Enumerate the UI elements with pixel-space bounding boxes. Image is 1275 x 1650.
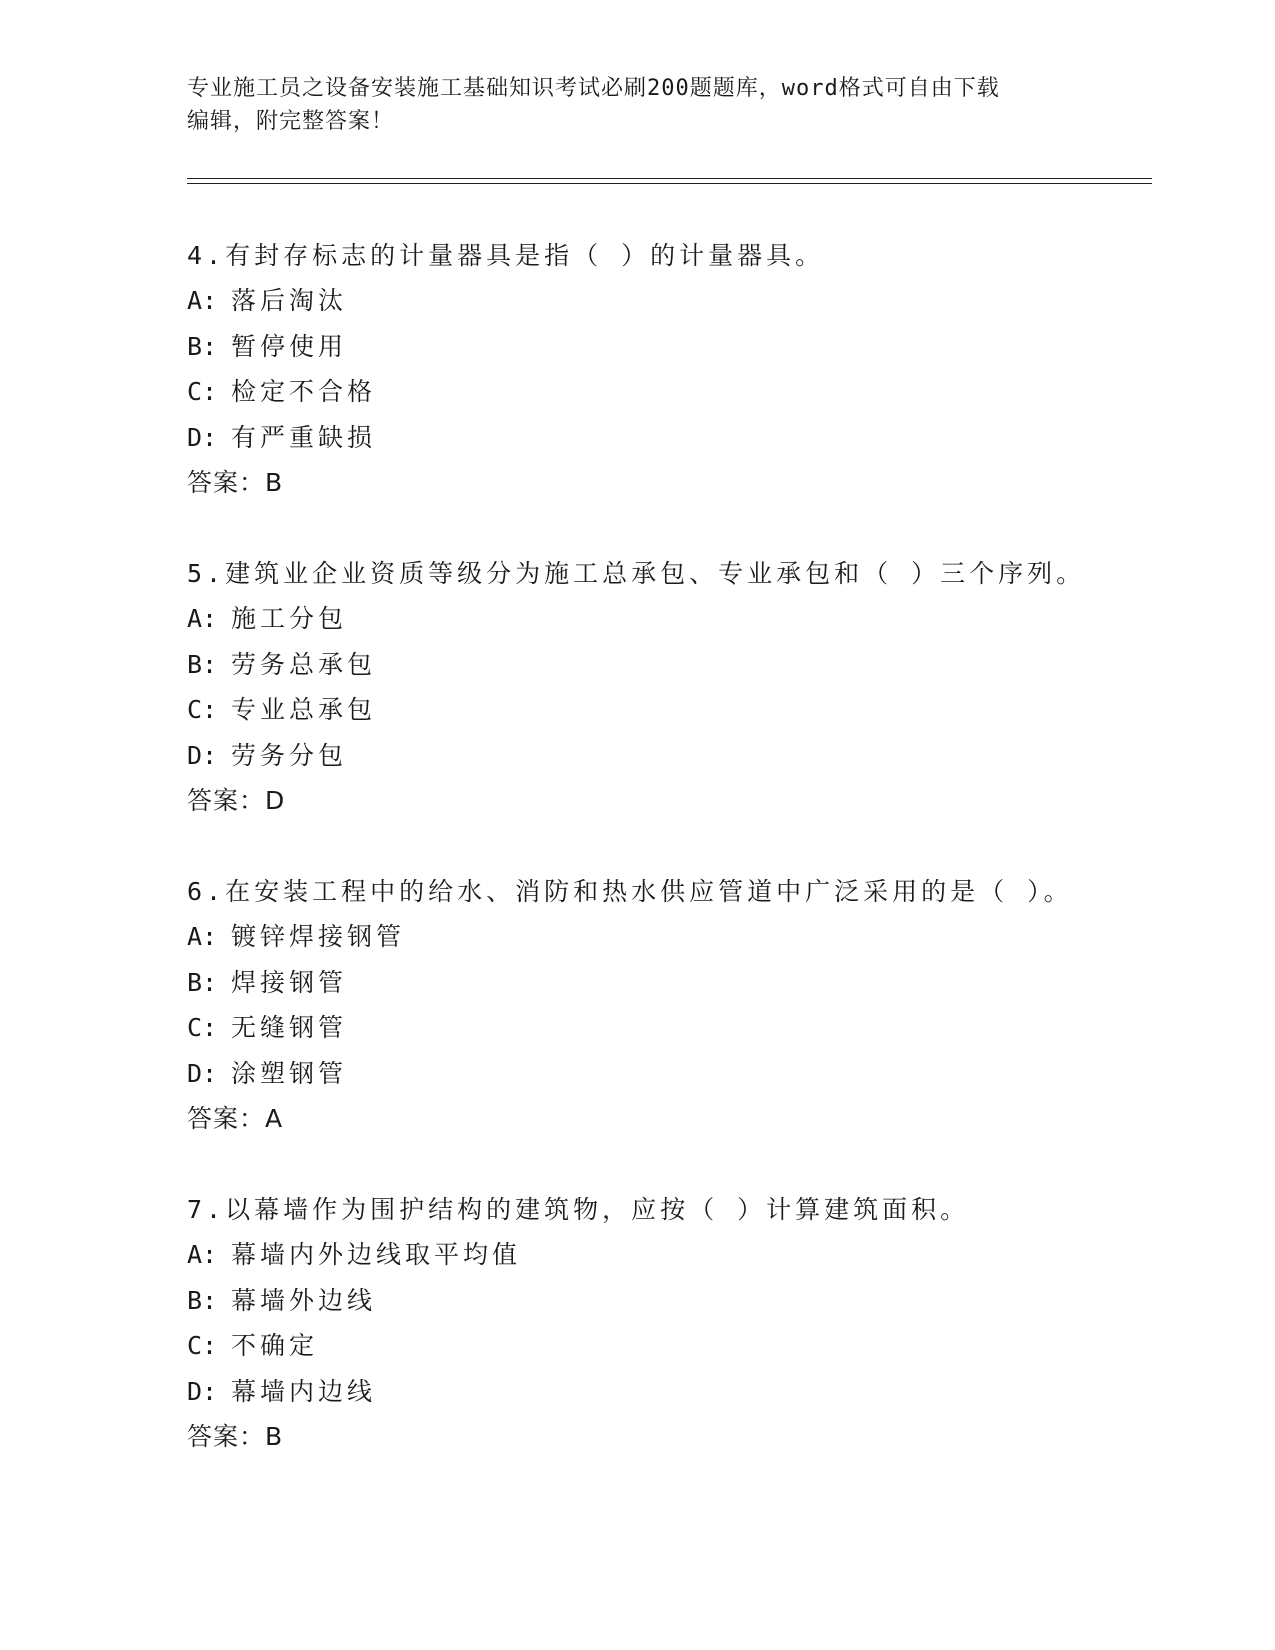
- option-d: [187, 1051, 1147, 1097]
- question-block: [187, 1187, 1147, 1459]
- answer-line: 答案：B: [187, 1422, 284, 1451]
- option-text: 有严重缺损: [231, 422, 377, 452]
- option-text: 涂塑钢管: [231, 1058, 348, 1088]
- option-text: 镀锌焊接钢管: [231, 922, 406, 951]
- option-text: 专业总承包: [231, 695, 377, 724]
- option-b: [187, 1278, 1147, 1324]
- option-letter: D:: [187, 1376, 218, 1406]
- option-text: 劳务总承包: [231, 649, 377, 679]
- option-text: 施工分包: [231, 604, 348, 633]
- option-c: [187, 687, 1147, 733]
- question-block: [187, 233, 1147, 505]
- option-text: 焊接钢管: [231, 967, 348, 997]
- question-stem: 6.在安装工程中的给水、消防和热水供应管道中广泛采用的是（ ）。: [187, 877, 1073, 906]
- option-letter: C:: [187, 1013, 218, 1042]
- option-text: 检定不合格: [231, 377, 377, 406]
- option-text: 劳务分包: [231, 740, 348, 770]
- option-letter: B:: [187, 331, 218, 361]
- answer-line: 答案：D: [187, 786, 286, 815]
- option-text: 不确定: [231, 1331, 319, 1360]
- option-letter: A:: [187, 1240, 218, 1269]
- option-b: [187, 324, 1147, 370]
- option-text: 落后淘汰: [231, 286, 348, 315]
- option-b: [187, 960, 1147, 1006]
- option-letter: A:: [187, 286, 218, 315]
- option-letter: B:: [187, 649, 218, 679]
- header-divider-top: [187, 178, 1152, 179]
- option-letter: B:: [187, 967, 218, 997]
- option-letter: B:: [187, 1285, 218, 1315]
- answer-line: 答案：B: [187, 468, 284, 497]
- option-text: 幕墙内外边线取平均值: [231, 1240, 522, 1269]
- option-letter: A:: [187, 604, 218, 633]
- question-block: [187, 869, 1147, 1141]
- header-title-line-2: 编辑，附完整答案！: [187, 109, 395, 134]
- option-a: [187, 914, 1147, 960]
- question-block: [187, 551, 1147, 823]
- option-letter: D:: [187, 740, 218, 770]
- option-letter: C:: [187, 377, 218, 406]
- option-c: [187, 1323, 1147, 1369]
- option-text: 幕墙外边线: [231, 1285, 377, 1315]
- option-letter: A:: [187, 922, 218, 951]
- option-text: 暂停使用: [231, 331, 348, 361]
- option-text: 幕墙内边线: [231, 1376, 377, 1406]
- option-c: [187, 1005, 1147, 1051]
- option-letter: D:: [187, 1058, 218, 1088]
- option-text: 无缝钢管: [231, 1013, 348, 1042]
- option-letter: C:: [187, 695, 218, 724]
- option-letter: C:: [187, 1331, 218, 1360]
- question-stem: 7.以幕墙作为围护结构的建筑物，应按（ ）计算建筑面积。: [187, 1195, 970, 1224]
- option-b: [187, 642, 1147, 688]
- answer-line: 答案：A: [187, 1104, 284, 1133]
- question-stem: 5.建筑业企业资质等级分为施工总承包、专业承包和（ ）三个序列。: [187, 559, 1086, 588]
- question-stem: 4.有封存标志的计量器具是指（ ）的计量器具。: [187, 241, 825, 270]
- option-a: [187, 596, 1147, 642]
- option-a: [187, 278, 1147, 324]
- option-c: [187, 369, 1147, 415]
- option-d: [187, 733, 1147, 779]
- header-title-line-1: 专业施工员之设备安装施工基础知识考试必刷200题题库，word格式可自由下载: [187, 76, 1000, 101]
- option-d: [187, 1369, 1147, 1415]
- header-divider-bottom: [187, 183, 1152, 184]
- option-a: [187, 1232, 1147, 1278]
- option-d: [187, 415, 1147, 461]
- document-header: [187, 72, 1087, 138]
- option-letter: D:: [187, 422, 218, 452]
